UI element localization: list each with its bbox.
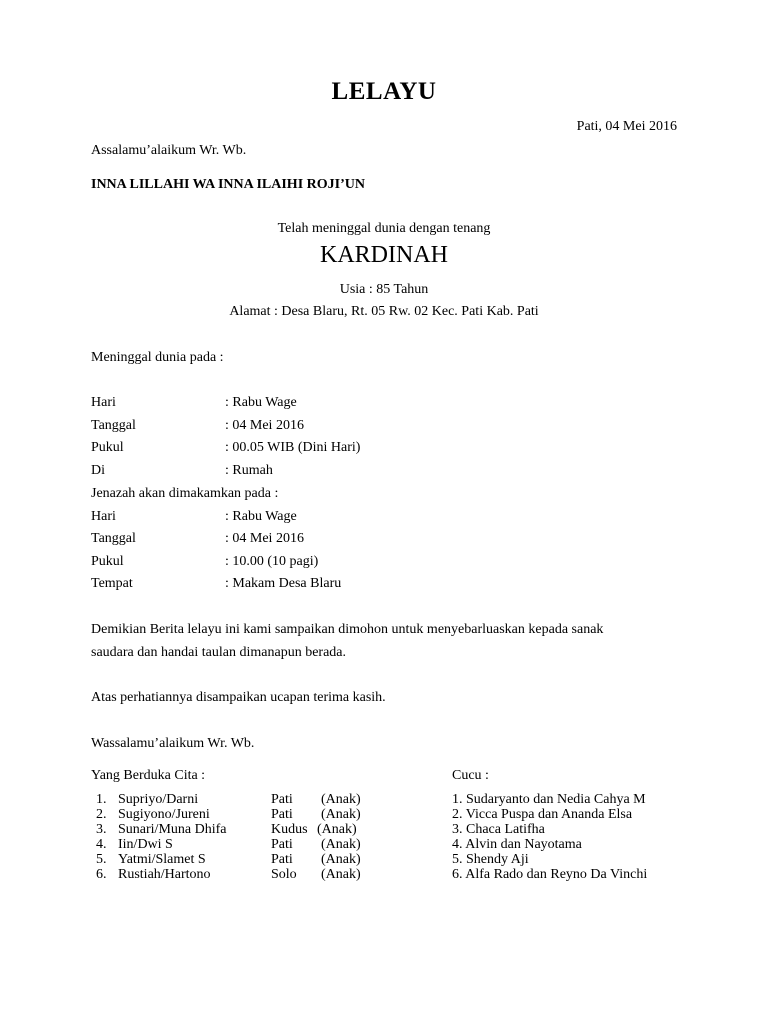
mourner-number: 4.	[96, 837, 107, 852]
death-day-label: Hari	[91, 395, 116, 410]
burial-time-value: : 10.00 (10 pagi)	[225, 554, 319, 569]
intro-text: Telah meninggal dunia dengan tenang	[277, 221, 491, 236]
death-place-label: Di	[91, 463, 105, 478]
farewell-text: Wassalamu’alaikum Wr. Wb.	[91, 736, 255, 751]
mourner-city: Pati	[271, 807, 293, 822]
mourner-city: Pati	[271, 792, 293, 807]
death-place-value: : Rumah	[225, 463, 273, 478]
burial-date-label: Tanggal	[91, 531, 136, 546]
death-heading: Meninggal dunia pada :	[91, 350, 224, 365]
burial-time-label: Pukul	[91, 554, 124, 569]
mourner-number: 6.	[96, 867, 107, 882]
place-date: Pati, 04 Mei 2016	[576, 119, 677, 134]
deceased-address: Alamat : Desa Blaru, Rt. 05 Rw. 02 Kec. Pati Kab. Pati	[229, 304, 539, 319]
mourner-name: Yatmi/Slamet S	[118, 852, 206, 867]
grandchild-item: 5. Shendy Aji	[452, 852, 529, 867]
grandchild-item: 2. Vicca Puspa dan Ananda Elsa	[452, 807, 633, 822]
burial-place-value: : Makam Desa Blaru	[225, 576, 342, 591]
closing-line-1: Demikian Berita lelayu ini kami sampaikan dimohon untuk menyebarluaskan kepada sanak	[91, 622, 604, 637]
burial-place-label: Tempat	[91, 576, 133, 591]
mourner-relation: (Anak)	[321, 807, 361, 822]
mourner-city: Solo	[271, 867, 297, 882]
grandchild-item: 1. Sudaryanto dan Nedia Cahya M	[452, 792, 646, 807]
thanks-text: Atas perhatiannya disampaikan ucapan terima kasih.	[91, 690, 386, 705]
greeting: Assalamu’alaikum Wr. Wb.	[91, 143, 247, 158]
death-day-value: : Rabu Wage	[225, 395, 297, 410]
grandchild-item: 3. Chaca Latifha	[452, 822, 545, 837]
mourner-number: 5.	[96, 852, 107, 867]
mourner-name: Supriyo/Darni	[118, 792, 199, 807]
grandchild-item: 6. Alfa Rado dan Reyno Da Vinchi	[452, 867, 648, 882]
mourner-relation: (Anak)	[321, 867, 361, 882]
mourner-city: Pati	[271, 837, 293, 852]
mourner-city: Pati	[271, 852, 293, 867]
mourner-relation: (Anak)	[317, 822, 357, 837]
mourner-number: 1.	[96, 792, 107, 807]
burial-heading: Jenazah akan dimakamkan pada :	[91, 486, 279, 501]
grandchildren-heading: Cucu :	[452, 768, 489, 783]
grandchild-item: 4. Alvin dan Nayotama	[452, 837, 582, 852]
deceased-name: KARDINAH	[320, 242, 448, 268]
mourner-number: 3.	[96, 822, 107, 837]
mourner-name: Sunari/Muna Dhifa	[118, 822, 227, 837]
death-time-label: Pukul	[91, 440, 124, 455]
deceased-age: Usia : 85 Tahun	[339, 282, 429, 297]
burial-day-label: Hari	[91, 509, 116, 524]
mourners-heading: Yang Berduka Cita :	[91, 768, 206, 783]
death-date-label: Tanggal	[91, 418, 136, 433]
mourner-relation: (Anak)	[321, 837, 361, 852]
death-date-value: : 04 Mei 2016	[225, 418, 304, 433]
inna-lillahi-heading: INNA LILLAHI WA INNA ILAIHI ROJI’UN	[91, 177, 365, 192]
mourner-city: Kudus	[271, 822, 308, 837]
closing-line-2: saudara dan handai taulan dimanapun berada.	[91, 645, 347, 660]
mourner-name: Iin/Dwi S	[118, 837, 173, 852]
mourner-number: 2.	[96, 807, 107, 822]
burial-date-value: : 04 Mei 2016	[225, 531, 304, 546]
mourner-relation: (Anak)	[321, 792, 361, 807]
mourner-relation: (Anak)	[321, 852, 361, 867]
burial-day-value: : Rabu Wage	[225, 509, 297, 524]
document-title: LELAYU	[331, 78, 437, 105]
death-time-value: : 00.05 WIB (Dini Hari)	[225, 440, 361, 455]
mourner-name: Rustiah/Hartono	[118, 867, 211, 882]
mourner-name: Sugiyono/Jureni	[118, 807, 210, 822]
